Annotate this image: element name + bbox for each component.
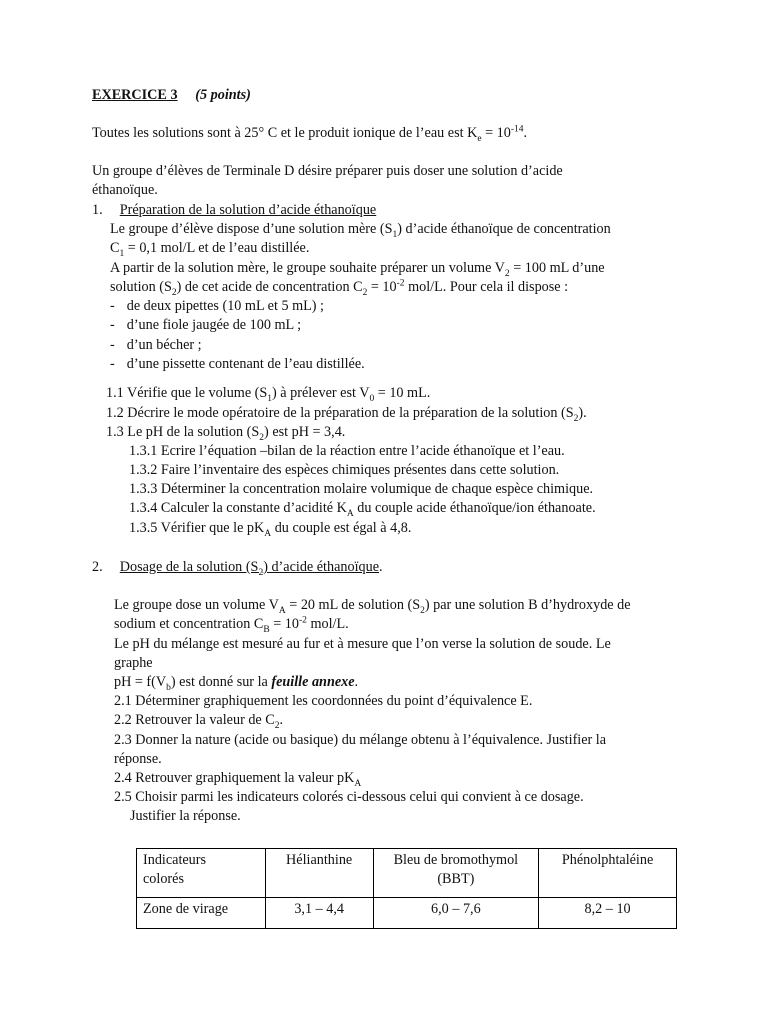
question-1-3-5: 1.3.5 Vérifier que le $pK_A$ du couple est égal à 4,8. <box>129 520 412 539</box>
question-1-3: 1.3 Le pH de la solution $(S_2)$ est pH = 3,4. <box>106 424 346 443</box>
question-1-3-3: 1.3.3 Déterminer la concentration molaire volumique de chaque espèce chimique. <box>129 481 594 497</box>
exercise-label: EXERCICE 3 <box>92 87 178 103</box>
part2-text-1: Le groupe dose un volume $V_A = 20$ mL de solution $(S_2)$ par une solution B d’hydroxyde de <box>114 597 631 616</box>
intro-line-2: Un groupe d’élèves de Terminale D désire préparer puis doser une solution d’acide <box>92 163 563 179</box>
material-item: - d’une pissette contenant de l’eau distillée. <box>110 356 365 372</box>
part1-text-3: A partir de la solution mère, le groupe souhaite préparer un volume $V_2 = 100$ mL d’une <box>110 260 605 279</box>
annex-reference: feuille annexe <box>271 674 355 690</box>
part1-number: 1. <box>92 202 103 218</box>
part1-text-1: Le groupe d’élève dispose d’une solution mère $(S_1)$ d’acide éthanoïque de concentration <box>110 221 611 240</box>
question-2-2: 2.2 Retrouver la valeur de $C_2$. <box>114 712 284 731</box>
table-header-bbt: Bleu de bromothymol (BBT) <box>373 849 539 898</box>
table-header-phenolphtaleine: Phénolphtaléine <box>539 849 677 898</box>
question-2-1: 2.1 Déterminer graphiquement les coordonnées du point d’équivalence E. <box>114 693 533 709</box>
table-row <box>137 898 677 929</box>
question-2-3: 2.3 Donner la nature (acide ou basique) du mélange obtenu à l’équivalence. Justifier la <box>114 732 607 748</box>
table-header-helianthine: Hélianthine <box>265 849 373 898</box>
question-2-4: 2.4 Retrouver graphiquement la valeur $pK_A$ <box>114 770 362 789</box>
question-2-3-cont: réponse. <box>114 751 162 767</box>
question-1-2: 1.2 Décrire le mode opératoire de la préparation de la préparation de la solution $(S_2)$. <box>106 405 587 424</box>
question-2-5: 2.5 Choisir parmi les indicateurs colorés ci-dessous celui qui convient à ce dosage. <box>114 789 584 805</box>
intro-line-1: Toutes les solutions sont à 25° C et le produit ionique de l’eau est $K_e = 10^{-14}$. <box>92 124 528 144</box>
part2-text-5: pH = $f(V_b)$ est donné sur la feuille annexe. <box>114 674 359 693</box>
question-1-3-1: 1.3.1 Ecrire l’équation –bilan de la réaction entre l’acide éthanoïque et l’eau. <box>129 443 565 459</box>
material-item: - d’un bécher ; <box>110 337 202 353</box>
table-row-label: Zone de virage <box>137 898 266 929</box>
exercise-points: (5 points) <box>195 87 251 103</box>
table-cell-bbt: 6,0 – 7,6 <box>373 898 539 929</box>
exercise-title <box>92 86 251 105</box>
table-header-label: Indicateurs colorés <box>137 849 266 898</box>
part2-text-4: graphe <box>114 655 153 671</box>
question-2-5-cont: Justifier la réponse. <box>130 808 241 824</box>
part2-title: Dosage de la solution $(S_2)$ d’acide éthanoïque <box>119 559 379 578</box>
indicator-table <box>136 848 677 929</box>
material-item: - d’une fiole jaugée de 100 mL ; <box>110 317 302 333</box>
part2-text-3: Le pH du mélange est mesuré au fur et à mesure que l’on verse la solution de soude. Le <box>114 636 611 652</box>
table-header-row <box>137 849 677 898</box>
part1-title: Préparation de la solution d’acide éthanoïque <box>119 202 377 218</box>
part1-text-4: solution $(S_2)$ de cet acide de concentration $C_2 = 10^{-2}$ mol/L. Pour cela il dispose : <box>110 278 569 298</box>
part2-heading: 2. Dosage de la solution $(S_2)$ d’acide éthanoïque. <box>92 559 383 578</box>
question-1-1: 1.1 Vérifie que le volume $(S_1)$ à prélever est $V_0 = 10$ mL. <box>106 385 431 404</box>
part1-text-2: $C_1 = 0,1$ mol/L et de l’eau distillée. <box>110 240 310 259</box>
part1-heading <box>92 201 376 220</box>
question-1-3-2: 1.3.2 Faire l’inventaire des espèces chimiques présentes dans cette solution. <box>129 462 560 478</box>
material-item: - de deux pipettes (10 mL et 5 mL) ; <box>110 298 324 314</box>
part2-text-2: sodium et concentration $C_B = 10^{-2}$ mol/L. <box>114 615 349 635</box>
table-cell-helianthine: 3,1 – 4,4 <box>265 898 373 929</box>
question-1-3-4: 1.3.4 Calculer la constante d’acidité $K_A$ du couple acide éthanoïque/ion éthanoate. <box>129 500 596 519</box>
table-cell-phenolphtaleine: 8,2 – 10 <box>539 898 677 929</box>
intro-line-3: éthanoïque. <box>92 182 158 198</box>
part2-number: 2. <box>92 559 103 575</box>
